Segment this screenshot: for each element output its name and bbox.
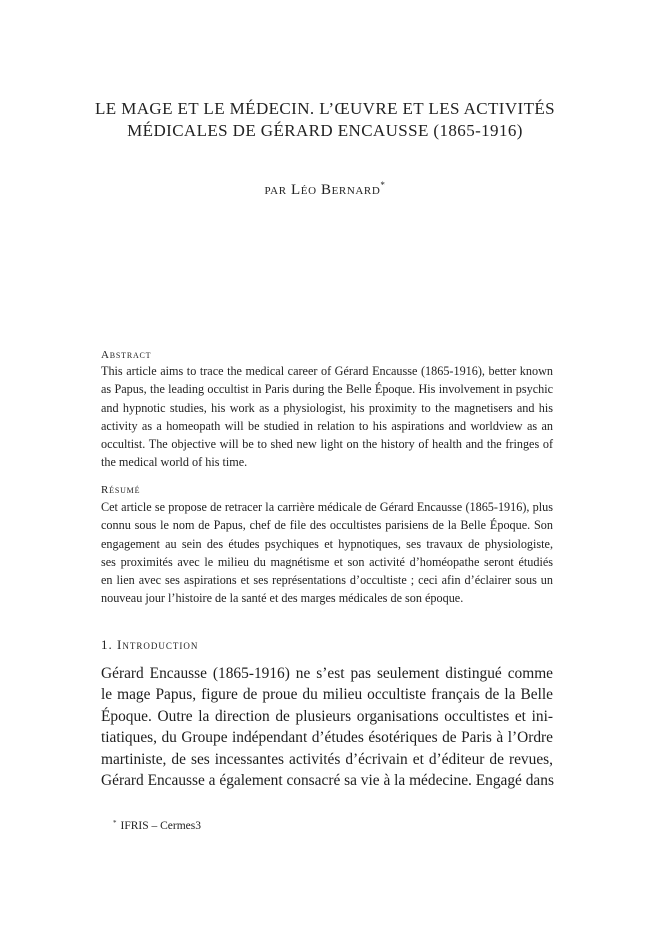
title-line: MÉDICALES DE GÉRARD ENCAUSSE (1865-1916) [127,121,523,140]
resume-line: engagement au sein des études psychiques et hypnotiques, ses travaux de physiologiste, [101,536,553,551]
resume-line: connu sous le nom de Papus, chef de file des occultistes parisiens de la Belle Époque. Son [101,518,553,533]
abstract-line: activity as a homeopath will be studied in relation to his aspirations and worldview as an [101,418,553,433]
introduction-body [101,663,553,791]
resume-label: Résumé [101,484,141,496]
author-footnote-marker: * [380,180,386,190]
author-name: par Léo Bernard [264,182,381,198]
resume-line: Cet article se propose de retracer la carrière médicale de Gérard Encausse (1865-1916), plus [101,500,553,514]
author-byline [0,182,650,199]
abstract-line: This article aims to trace the medical career of Gérard Encausse (1865-1916), better known [101,364,553,378]
body-line: Gérard Encausse (1865-1916) ne s’est pas seulement distingué comme [101,665,553,682]
footnote-marker: * [113,819,117,827]
body-line: martiniste, de ses incessantes activités d’écrivain et d’éditeur de revues, [101,750,553,768]
title-line: LE MAGE ET LE MÉDECIN. L’ŒUVRE ET LES ACTIVITÉS [95,99,555,118]
abstract-label: Abstract [101,349,152,361]
body-line: tiatiques, du Groupe indépendant d’études ésotériques de Paris à l’Ordre [101,729,553,747]
body-line: Gérard Encausse a également consacré sa vie à la médecine. Engagé dans [101,772,554,790]
section-heading-introduction: 1. Introduction [101,637,199,652]
abstract-text [101,362,553,472]
resume-text [101,498,553,608]
body-line: le mage Papus, figure de proue du milieu occultiste français de la Belle [101,686,553,704]
abstract-line: occultist. The objective will be to shed new light on the history of health and the fringes of [101,437,553,452]
footnote [113,820,201,832]
footnote-text: IFRIS – Cermes3 [120,820,201,832]
abstract-line: the medical world of his time. [101,455,248,470]
body-line: Époque. Outre la direction de plusieurs organisations occultistes et ini- [101,707,553,725]
article-title [60,98,590,142]
abstract-line: and hypnotic studies, his work as a physiologist, his proximity to the magnetisers and his [101,400,553,415]
abstract-line: as Papus, the leading occultist in Paris during the Belle Époque. His involvement in psychic [101,382,553,397]
resume-line: nouveau jour l’histoire de la santé et des marges médicales de son époque. [101,591,464,606]
resume-line: ses proximités avec le milieu du magnétisme et son activité d’homéopathe seront étudiés [101,554,553,569]
resume-line: en lien avec ses aspirations et ses représentations d’occultiste ; ceci afin d’éclairer sous un [101,573,553,588]
